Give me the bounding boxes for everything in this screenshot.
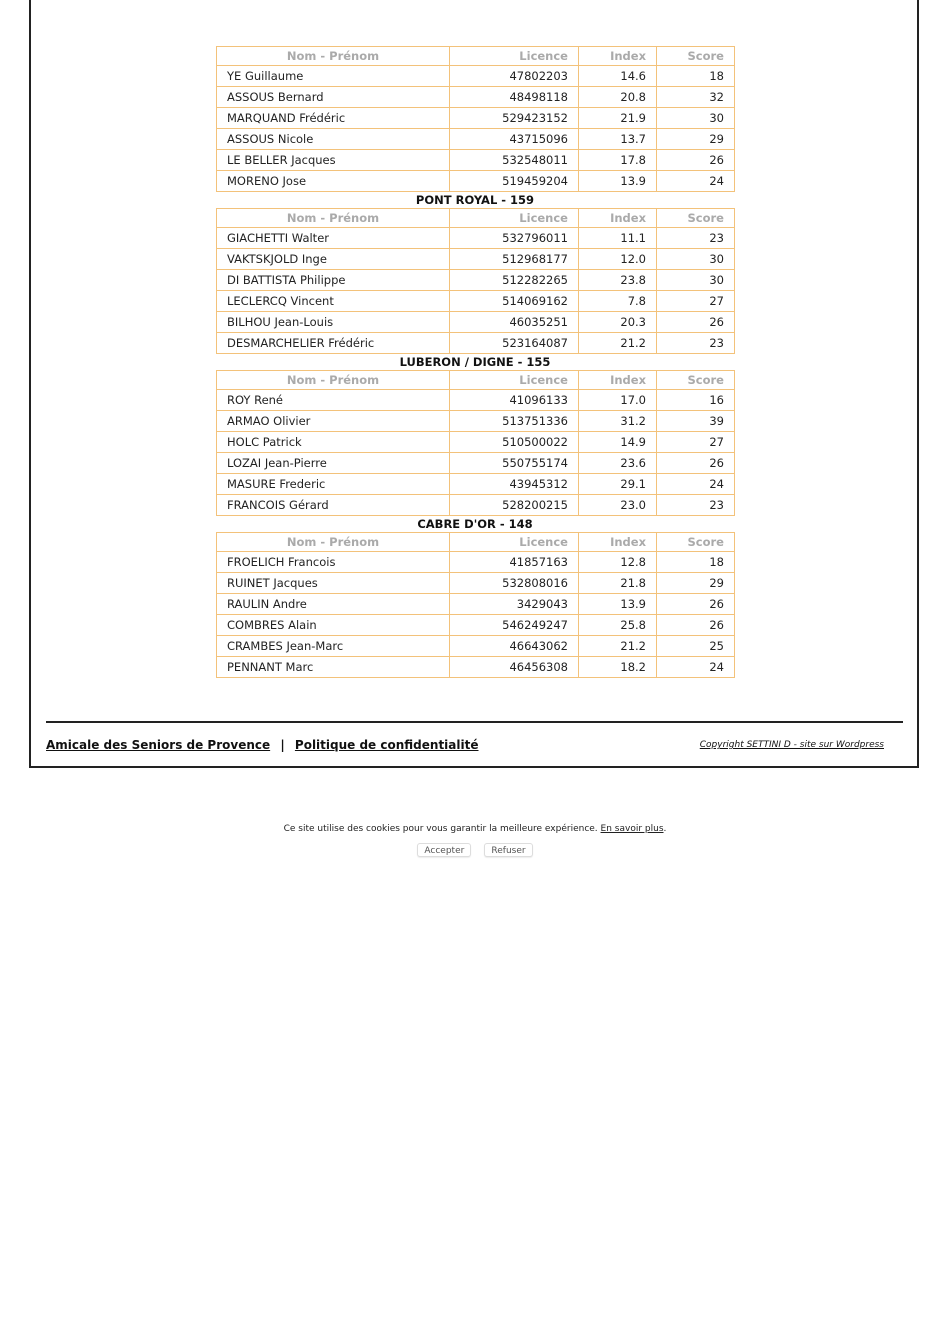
site-home-link[interactable]: Amicale des Seniors de Provence [46,738,271,752]
privacy-policy-link[interactable]: Politique de confidentialité [294,738,479,752]
cell-index: 23.8 [579,270,657,291]
cell-index: 17.8 [579,150,657,171]
cell-score: 26 [657,594,735,615]
copyright [700,740,884,750]
cell-score: 39 [657,411,735,432]
cell-licence: 510500022 [450,432,579,453]
table-row [217,171,735,192]
cell-index: 13.7 [579,129,657,150]
table-row [217,657,735,678]
cell-score: 29 [657,129,735,150]
cell-name: PENNANT Marc [217,657,450,678]
copyright-link[interactable]: Copyright SETTINI D - site sur Wordpress [699,740,884,750]
column-header-name: Nom - Prénom [217,533,450,552]
table-row [217,474,735,495]
table-row [217,108,735,129]
cell-index: 20.8 [579,87,657,108]
cell-licence: 513751336 [450,411,579,432]
column-header-score: Score [657,371,735,390]
cell-licence: 46643062 [450,636,579,657]
cell-index: 12.0 [579,249,657,270]
cell-licence: 528200215 [450,495,579,516]
cell-name: YE Guillaume [217,66,450,87]
footer-divider [46,721,903,723]
table-row [217,129,735,150]
cell-name: BILHOU Jean-Louis [217,312,450,333]
column-header-name: Nom - Prénom [217,47,450,66]
cell-licence: 532796011 [450,228,579,249]
cell-name: MARQUAND Frédéric [217,108,450,129]
cell-licence: 519459204 [450,171,579,192]
cell-name: RAULIN Andre [217,594,450,615]
cell-licence: 512968177 [450,249,579,270]
cell-score: 30 [657,249,735,270]
cell-index: 20.3 [579,312,657,333]
cell-licence: 546249247 [450,615,579,636]
table-row [217,594,735,615]
cell-index: 18.2 [579,657,657,678]
cookie-banner [0,824,950,834]
cell-name: GIACHETTI Walter [217,228,450,249]
table-row [217,249,735,270]
cell-licence: 523164087 [450,333,579,354]
section-title: CABRE D'OR - 148 [417,517,533,531]
cell-index: 14.9 [579,432,657,453]
results-content [216,46,734,678]
table-header-row [217,533,735,552]
table-row [217,312,735,333]
cell-licence: 47802203 [450,66,579,87]
table-row [217,636,735,657]
cell-score: 30 [657,108,735,129]
cell-index: 23.0 [579,495,657,516]
cell-name: MASURE Frederic [217,474,450,495]
cell-score: 29 [657,573,735,594]
cell-index: 11.1 [579,228,657,249]
table-row [217,552,735,573]
table-row [217,495,735,516]
cell-licence: 532548011 [450,150,579,171]
cell-name: HOLC Patrick [217,432,450,453]
cell-licence: 3429043 [450,594,579,615]
cell-licence: 43715096 [450,129,579,150]
cell-name: COMBRES Alain [217,615,450,636]
table-header-row [217,209,735,228]
cookie-message: Ce site utilise des cookies pour vous garantir la meilleure expérience. [283,824,598,834]
table-row [217,87,735,108]
cell-licence: 532808016 [450,573,579,594]
footer-separator: | [280,738,285,752]
column-header-score: Score [657,47,735,66]
results-table [216,370,735,516]
cell-score: 18 [657,552,735,573]
results-table [216,532,735,678]
column-header-licence: Licence [450,533,579,552]
cell-index: 13.9 [579,171,657,192]
cell-licence: 46456308 [450,657,579,678]
cell-licence: 514069162 [450,291,579,312]
cell-name: DESMARCHELIER Frédéric [217,333,450,354]
cell-score: 23 [657,228,735,249]
cell-score: 32 [657,87,735,108]
cell-index: 13.9 [579,594,657,615]
section-title: LUBERON / DIGNE - 155 [399,355,551,369]
cell-name: FRANCOIS Gérard [217,495,450,516]
column-header-name: Nom - Prénom [217,209,450,228]
cell-name: LE BELLER Jacques [217,150,450,171]
cell-licence: 46035251 [450,312,579,333]
cell-licence: 48498118 [450,87,579,108]
cell-index: 21.8 [579,573,657,594]
cell-index: 21.9 [579,108,657,129]
column-header-score: Score [657,209,735,228]
cell-licence: 41096133 [450,390,579,411]
cell-name: ROY René [217,390,450,411]
column-header-index: Index [579,47,657,66]
cell-score: 27 [657,432,735,453]
cell-name: ASSOUS Nicole [217,129,450,150]
column-header-index: Index [579,371,657,390]
cell-index: 25.8 [579,615,657,636]
cell-licence: 43945312 [450,474,579,495]
cell-name: RUINET Jacques [217,573,450,594]
table-row [217,333,735,354]
column-header-licence: Licence [450,47,579,66]
table-row [217,411,735,432]
cell-score: 27 [657,291,735,312]
cookie-refuse-button[interactable]: Refuser [484,843,532,857]
cookie-message-end: . [663,824,667,834]
cell-index: 7.8 [579,291,657,312]
cell-index: 21.2 [579,333,657,354]
cell-name: FROELICH Francois [217,552,450,573]
cell-name: LECLERCQ Vincent [217,291,450,312]
cell-index: 23.6 [579,453,657,474]
cell-licence: 550755174 [450,453,579,474]
cell-index: 14.6 [579,66,657,87]
cell-score: 23 [657,495,735,516]
cell-name: DI BATTISTA Philippe [217,270,450,291]
cookie-accept-button[interactable]: Accepter [417,843,471,857]
column-header-name: Nom - Prénom [217,371,450,390]
cell-name: CRAMBES Jean-Marc [217,636,450,657]
table-row [217,150,735,171]
cell-name: ASSOUS Bernard [217,87,450,108]
table-row [217,291,735,312]
cell-score: 26 [657,150,735,171]
table-row [217,432,735,453]
table-row [217,573,735,594]
cell-score: 30 [657,270,735,291]
section-title: PONT ROYAL - 159 [415,193,535,207]
table-header-row [217,371,735,390]
cell-name: MORENO Jose [217,171,450,192]
results-table [216,208,735,354]
cookie-buttons [0,838,950,857]
results-table [216,46,735,192]
cell-index: 12.8 [579,552,657,573]
cell-index: 17.0 [579,390,657,411]
cell-licence: 512282265 [450,270,579,291]
column-header-licence: Licence [450,371,579,390]
column-header-index: Index [579,209,657,228]
column-header-licence: Licence [450,209,579,228]
table-row [217,270,735,291]
cell-score: 23 [657,333,735,354]
cell-index: 31.2 [579,411,657,432]
cell-licence: 41857163 [450,552,579,573]
column-header-index: Index [579,533,657,552]
cell-score: 24 [657,474,735,495]
cell-score: 26 [657,453,735,474]
cell-name: LOZAI Jean-Pierre [217,453,450,474]
cookie-learn-more-link[interactable]: En savoir plus [600,824,664,834]
column-header-score: Score [657,533,735,552]
cell-name: VAKTSKJOLD Inge [217,249,450,270]
table-row [217,453,735,474]
table-header-row [217,47,735,66]
cell-score: 25 [657,636,735,657]
cell-score: 24 [657,657,735,678]
table-row [217,390,735,411]
cell-index: 21.2 [579,636,657,657]
cell-score: 16 [657,390,735,411]
cell-score: 26 [657,312,735,333]
cell-licence: 529423152 [450,108,579,129]
table-row [217,228,735,249]
cell-score: 26 [657,615,735,636]
table-row [217,615,735,636]
cell-name: ARMAO Olivier [217,411,450,432]
table-row [217,66,735,87]
cell-index: 29.1 [579,474,657,495]
cell-score: 18 [657,66,735,87]
footer-links [46,738,479,752]
cell-score: 24 [657,171,735,192]
